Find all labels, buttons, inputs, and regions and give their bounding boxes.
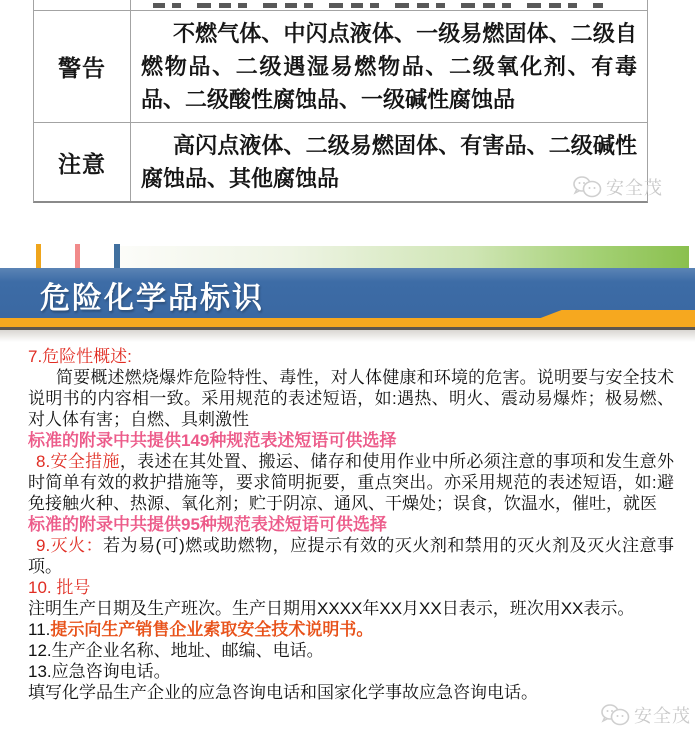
watermark bbox=[572, 174, 663, 200]
document-body bbox=[28, 346, 674, 703]
heading-7: 7.危险性概述: bbox=[28, 347, 132, 366]
table-row bbox=[34, 10, 647, 122]
banner-orange-strip bbox=[0, 318, 695, 327]
watermark-text: 安全茂 bbox=[606, 178, 663, 198]
table-row bbox=[34, 122, 647, 201]
warning-content: 不燃气体、中闪点液体、一级易燃固体、二级自燃物品、二级遇湿易燃物品、二级氧化剂、有毒品、二级酸性腐蚀品、一级碱性腐蚀品 bbox=[141, 21, 637, 112]
paragraph-8 bbox=[28, 451, 674, 514]
cutoff-text-fragment bbox=[153, 3, 603, 8]
banner-shadow-fade bbox=[0, 330, 695, 342]
signal-word-table bbox=[33, 0, 648, 203]
paragraph-13-detail: 填写化学品生产企业的应急咨询电话和国家化学事故应急咨询电话。 bbox=[28, 683, 538, 702]
signal-word-warning: 警告 bbox=[34, 11, 131, 122]
table-cell-label-cutoff bbox=[34, 0, 131, 10]
table-row-cutoff bbox=[34, 0, 647, 10]
paragraph-7: 简要概述燃烧爆炸危险特性、毒性，对人体健康和环境的危害。说明要与安全技术说明书的内容相一致。采用规范的表述短语，如:遇热、明火、震动易爆炸；极易燃、对人体有害；自燃、具刺激性 bbox=[28, 368, 674, 429]
paragraph-13: 13.应急咨询电话。 bbox=[28, 662, 171, 681]
paragraph-9-text: 若为易(可)燃或助燃物，应提示有效的灭火剂和禁用的灭火剂及灭火注意事项。 bbox=[28, 536, 674, 576]
paragraph-10: 注明生产日期及生产班次。生产日期用XXXX年XX月XX日表示，班次用XX表示。 bbox=[28, 599, 635, 618]
paragraph-11-text: 提示向生产销售企业索取安全技术说明书。 bbox=[50, 620, 374, 639]
wechat-bubbles-icon bbox=[600, 703, 630, 727]
heading-8: 8.安全措施 bbox=[36, 452, 120, 471]
watermark bbox=[600, 702, 691, 728]
note-95-phrases: 标准的附录中共提供95种规范表述短语可供选择 bbox=[28, 515, 387, 534]
note-149-phrases: 标准的附录中共提供149种规范表述短语可供选择 bbox=[28, 431, 397, 450]
number-11: 11. bbox=[28, 620, 51, 639]
banner-green-strip bbox=[119, 246, 689, 268]
heading-9: 9.灭火： bbox=[36, 536, 104, 555]
banner-tick-pink bbox=[75, 244, 80, 268]
table-cell-content-cutoff bbox=[131, 0, 647, 10]
paragraph-11 bbox=[28, 619, 674, 640]
wechat-bubbles-icon bbox=[572, 175, 602, 199]
signal-word-caution: 注意 bbox=[34, 123, 131, 201]
section-title: 危险化学品标识 bbox=[40, 282, 264, 315]
paragraph-8-text: ，表述在其处置、搬运、储存和使用作业中所必须注意的事项和发生意外时简单有效的救护措施等，要求简明扼要，重点突出。亦采用规范的表述短语，如:避免接触火种、热源、氧化剂；贮于阴凉、通风、干燥处；误食，饮温水，催吐，就医 bbox=[28, 452, 674, 513]
section-banner bbox=[0, 240, 695, 345]
caution-content: 高闪点液体、二级易燃固体、有害品、二级碱性腐蚀品、其他腐蚀品 bbox=[141, 133, 637, 191]
banner-tick-blue bbox=[114, 244, 120, 271]
banner-tick-yellow bbox=[36, 244, 41, 268]
paragraph-12: 12.生产企业名称、地址、邮编、电话。 bbox=[28, 641, 324, 660]
watermark-text: 安全茂 bbox=[634, 706, 691, 726]
paragraph-9 bbox=[28, 535, 674, 577]
heading-10: 10. 批号 bbox=[28, 578, 91, 597]
